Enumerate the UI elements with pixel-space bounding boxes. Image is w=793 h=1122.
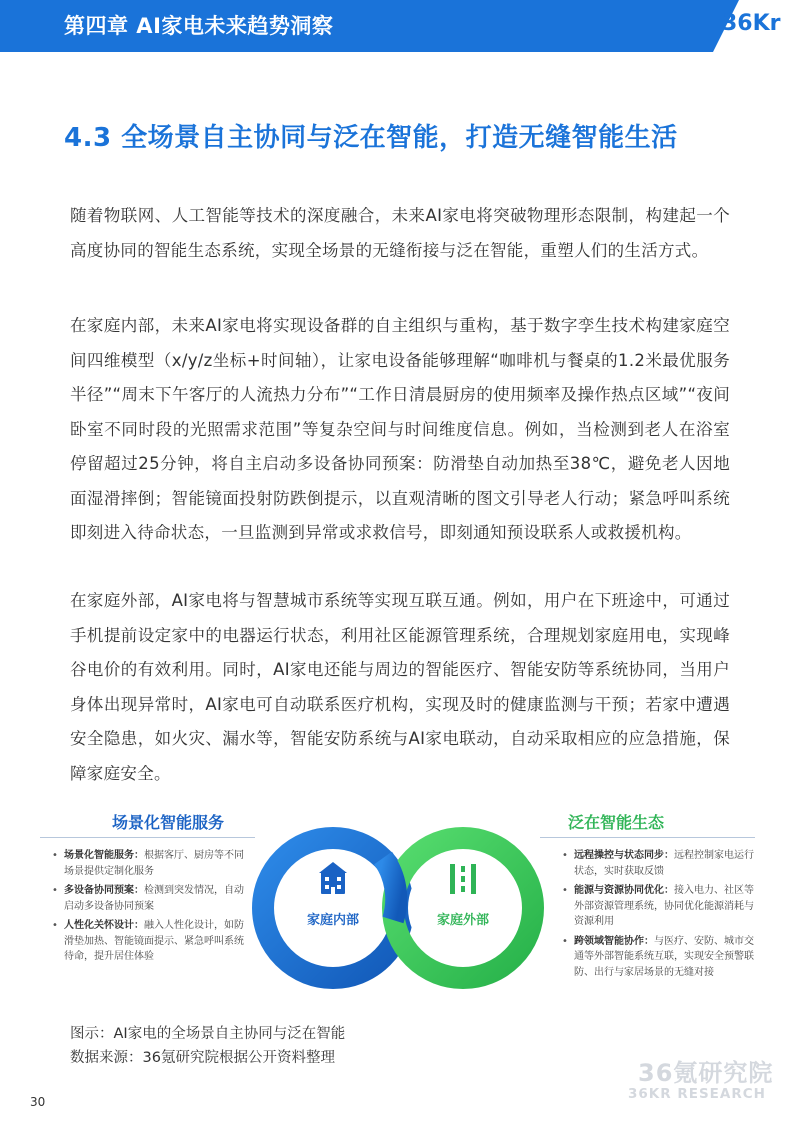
right-heading: 泛在智能生态	[568, 813, 665, 832]
item-desc: 接入电力、社区等外部资源管理系统，协同优化能源消耗与资源利用	[574, 885, 754, 927]
left-heading: 场景化智能服务	[112, 813, 225, 832]
36kr-logo	[720, 2, 793, 52]
item-term: 人性化关怀设计：	[64, 920, 144, 931]
left-feature-list	[50, 848, 250, 969]
item-desc: 与医疗、安防、城市交通等外部智能系统互联，实现安全预警联防、出行与家居场景的无缝对接	[574, 935, 754, 978]
item-term: 远程操控与状态同步：	[574, 850, 674, 861]
item-desc: 远程控制家电运行状态，实时获取反馈	[574, 850, 754, 877]
item-desc: 根据客厅、厨房等不同场景提供定制化服务	[64, 850, 244, 877]
logo-text: 36Kr	[722, 11, 781, 36]
item-term: 多设备协同预案：	[64, 885, 144, 896]
section-title: 4.3 全场景自主协同与泛在智能，打造无缝智能生活	[64, 123, 678, 153]
infinity-rings	[243, 810, 553, 1010]
list-item	[50, 848, 250, 879]
paragraph-home-interior: 在家庭内部，未来AI家电将实现设备群的自主组织与重构，基于数字孪生技术构建家庭空间四维模型（x/y/z坐标+时间轴），让家电设备能够理解“咖啡机与餐桌的1.2米最优服务半径”“周末下午客厅的人流热力分布”“工作日清晨厨房的使用频率及操作热点区域”“夜间卧室不同时段的光照需求范围”等复杂空间与时间维度信息。例如，当检测到老人在浴室停留超过25分钟，将自主启动多设备协同预案：防滑垫自动加热至38℃，避免老人因地面湿滑摔倒；智能镜面投射防跌倒提示，以直观清晰的图文引导老人行动；紧急呼叫系统即刻进入待命状态，一旦监测到异常或求救信号，即刻通知预设联系人或救援机构。	[70, 316, 730, 542]
right-divider	[540, 837, 755, 838]
list-item	[560, 934, 760, 981]
outer-label: 家庭外部	[436, 913, 490, 928]
ecosystem-figure	[40, 800, 755, 1010]
list-item	[50, 918, 250, 965]
item-desc: 检测到突发情况，自动启动多设备协同预案	[64, 885, 244, 912]
item-term: 场景化智能服务：	[64, 850, 144, 861]
ring-overlap	[383, 858, 396, 920]
list-item	[560, 883, 760, 930]
item-desc: 融入人性化设计，如防滑垫加热、智能镜面提示、紧急呼叫系统待命，提升居住体验	[64, 920, 244, 962]
paragraph-home-exterior: 在家庭外部，AI家电将与智慧城市系统等实现互联互通。例如，用户在下班途中，可通过手机提前设定家中的电器运行状态，利用社区能源管理系统，合理规划家庭用电，实现峰谷电价的有效利用。同时，AI家电还能与周边的智能医疗、智能安防等系统协同，当用户身体出现异常时，AI家电可自动联系医疗机构，实现及时的健康监测与干预；若家中遭遇安全隐患，如火灾、漏水等，智能安防系统与AI家电联动，自动采取相应的应急措施，保障家庭安全。	[70, 591, 730, 783]
list-item	[560, 848, 760, 879]
figure-caption: 图示：AI家电的全场景自主协同与泛在智能	[70, 1026, 346, 1042]
item-term: 跨领域智能协作：	[574, 935, 654, 947]
item-term: 能源与资源协同优化：	[574, 885, 674, 896]
road-icon	[450, 864, 476, 894]
figure-source: 数据来源：36氪研究院根据公开资料整理	[70, 1050, 335, 1066]
watermark-cn: 36氪研究院	[638, 1059, 774, 1087]
watermark-en: 36KR RESEARCH	[628, 1086, 766, 1102]
inner-label: 家庭内部	[306, 913, 360, 928]
right-feature-list	[560, 848, 760, 984]
paragraph-intro: 随着物联网、人工智能等技术的深度融合，未来AI家电将突破物理形态限制，构建起一个高度协同的智能生态系统，实现全场景的无缝衔接与泛在智能，重塑人们的生活方式。	[70, 206, 730, 260]
chapter-title: 第四章 AI家电未来趋势洞察	[64, 14, 334, 38]
list-item	[50, 883, 250, 914]
page-number: 30	[30, 1095, 46, 1109]
left-divider	[40, 837, 255, 838]
